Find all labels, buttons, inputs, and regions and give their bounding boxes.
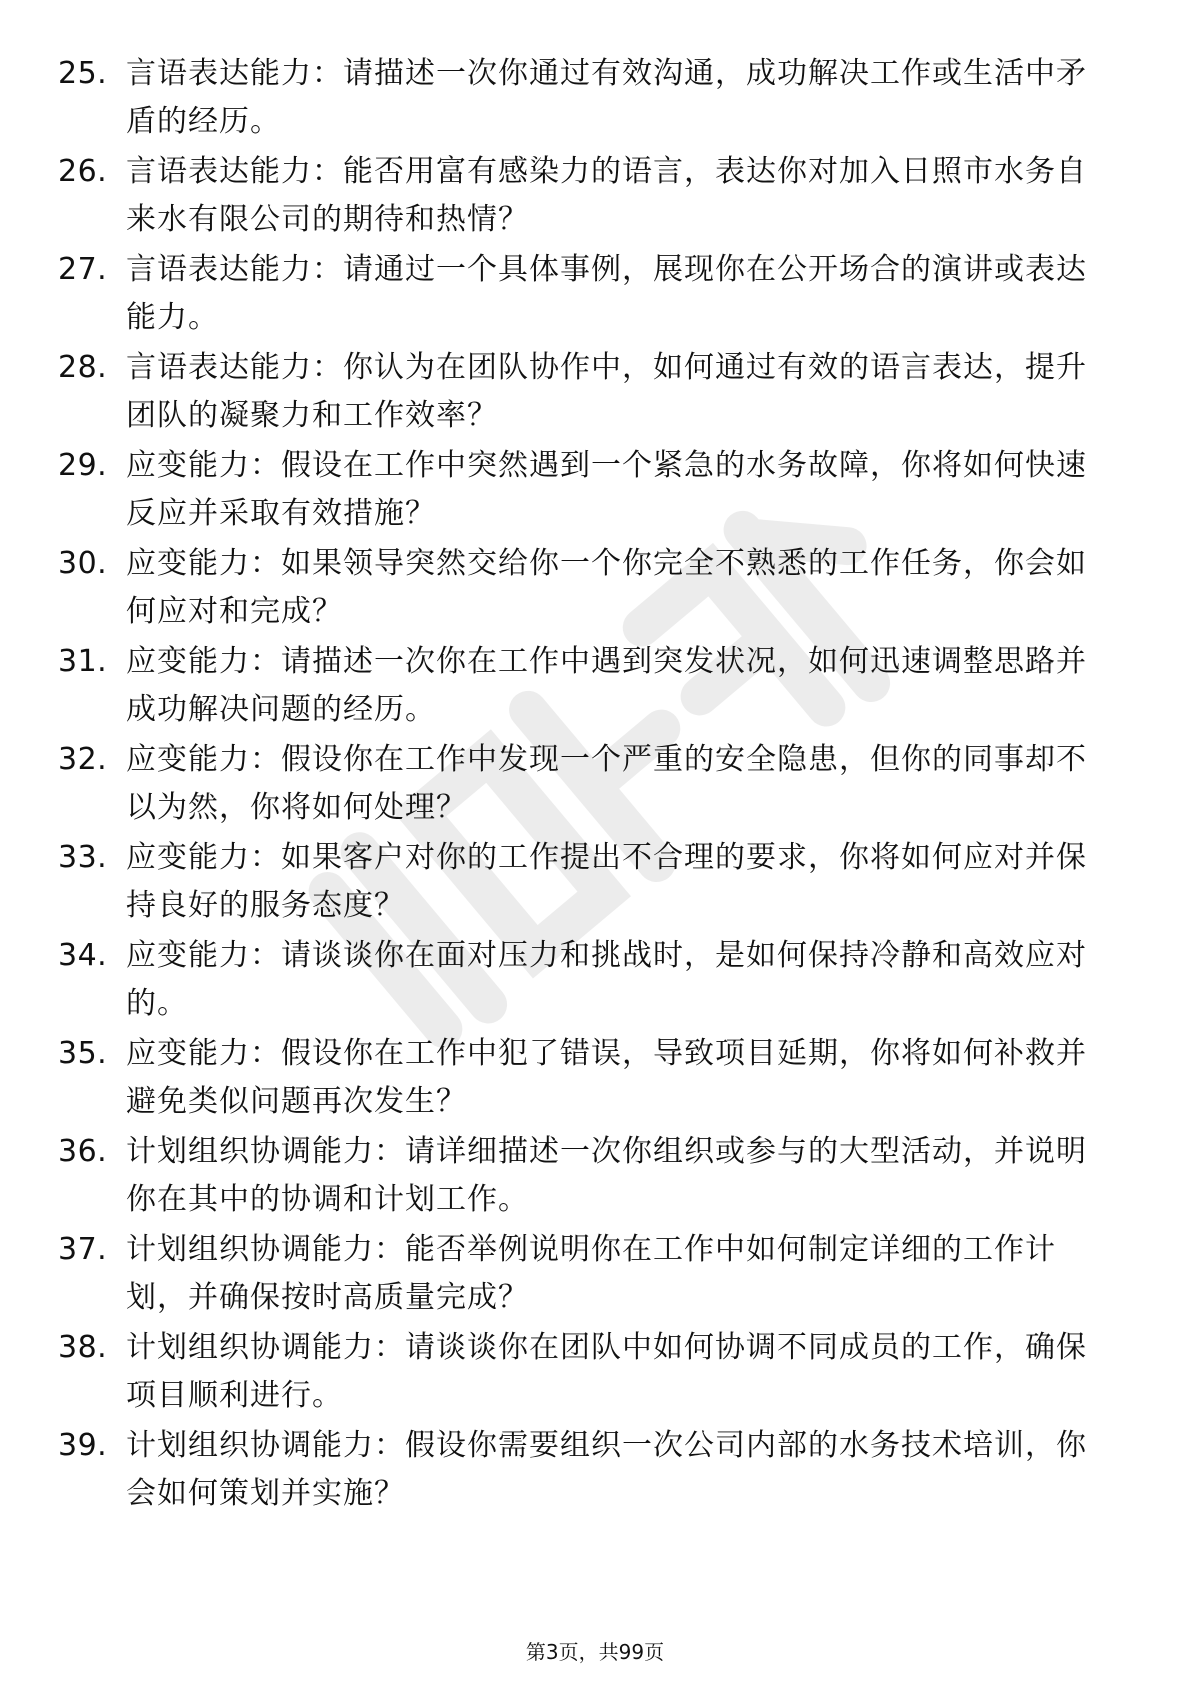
- question-number: 29.: [58, 448, 108, 483]
- question-text: 应变能力：如果客户对你的工作提出不合理的要求，你将如何应对并保持良好的服务态度？: [126, 840, 1087, 923]
- question-text: 计划组织协调能力：请详细描述一次你组织或参与的大型活动，并说明你在其中的协调和计划工作。: [126, 1134, 1087, 1217]
- question-text: 计划组织协调能力：能否举例说明你在工作中如何制定详细的工作计划，并确保按时高质量完成？: [126, 1232, 1056, 1315]
- question-item: [58, 638, 1108, 736]
- question-item: [58, 932, 1108, 1030]
- question-text: 应变能力：如果领导突然交给你一个你完全不熟悉的工作任务，你会如何应对和完成？: [126, 546, 1087, 629]
- question-item: [58, 148, 1108, 246]
- question-item: [58, 50, 1108, 148]
- question-number: 31.: [58, 644, 108, 679]
- question-text: 应变能力：假设你在工作中犯了错误，导致项目延期，你将如何补救并避免类似问题再次发生？: [126, 1036, 1087, 1119]
- question-number: 32.: [58, 742, 108, 777]
- question-text: 言语表达能力：能否用富有感染力的语言，表达你对加入日照市水务自来水有限公司的期待和热情？: [126, 154, 1087, 237]
- question-item: [58, 442, 1108, 540]
- question-item: [58, 1128, 1108, 1226]
- question-item: [58, 1030, 1108, 1128]
- question-number: 34.: [58, 938, 108, 973]
- question-list: [58, 50, 1108, 1520]
- question-item: [58, 540, 1108, 638]
- question-item: [58, 1422, 1108, 1520]
- question-text: 言语表达能力：请描述一次你通过有效沟通，成功解决工作或生活中矛盾的经历。: [126, 56, 1087, 139]
- question-number: 39.: [58, 1428, 108, 1463]
- question-number: 38.: [58, 1330, 108, 1365]
- question-number: 35.: [58, 1036, 108, 1071]
- question-text: 应变能力：假设在工作中突然遇到一个紧急的水务故障，你将如何快速反应并采取有效措施？: [126, 448, 1087, 531]
- question-text: 应变能力：假设你在工作中发现一个严重的安全隐患，但你的同事却不以为然，你将如何处理？: [126, 742, 1087, 825]
- question-item: [58, 1324, 1108, 1422]
- question-item: [58, 834, 1108, 932]
- question-number: 30.: [58, 546, 108, 581]
- question-number: 36.: [58, 1134, 108, 1169]
- question-text: 应变能力：请谈谈你在面对压力和挑战时，是如何保持冷静和高效应对的。: [126, 938, 1087, 1021]
- question-text: 计划组织协调能力：请谈谈你在团队中如何协调不同成员的工作，确保项目顺利进行。: [126, 1330, 1087, 1413]
- question-item: [58, 344, 1108, 442]
- page-footer: 第3页，共99页: [525, 1640, 665, 1664]
- question-text: 言语表达能力：你认为在团队协作中，如何通过有效的语言表达，提升团队的凝聚力和工作效率？: [126, 350, 1087, 433]
- question-number: 33.: [58, 840, 108, 875]
- question-item: [58, 736, 1108, 834]
- question-text: 言语表达能力：请通过一个具体事例，展现你在公开场合的演讲或表达能力。: [126, 252, 1087, 335]
- question-item: [58, 246, 1108, 344]
- question-text: 计划组织协调能力：假设你需要组织一次公司内部的水务技术培训，你会如何策划并实施？: [126, 1428, 1087, 1511]
- question-number: 37.: [58, 1232, 108, 1267]
- question-number: 28.: [58, 350, 108, 385]
- question-text: 应变能力：请描述一次你在工作中遇到突发状况，如何迅速调整思路并成功解决问题的经历。: [126, 644, 1087, 727]
- question-number: 27.: [58, 252, 108, 287]
- question-number: 26.: [58, 154, 108, 189]
- question-item: [58, 1226, 1108, 1324]
- question-number: 25.: [58, 56, 108, 91]
